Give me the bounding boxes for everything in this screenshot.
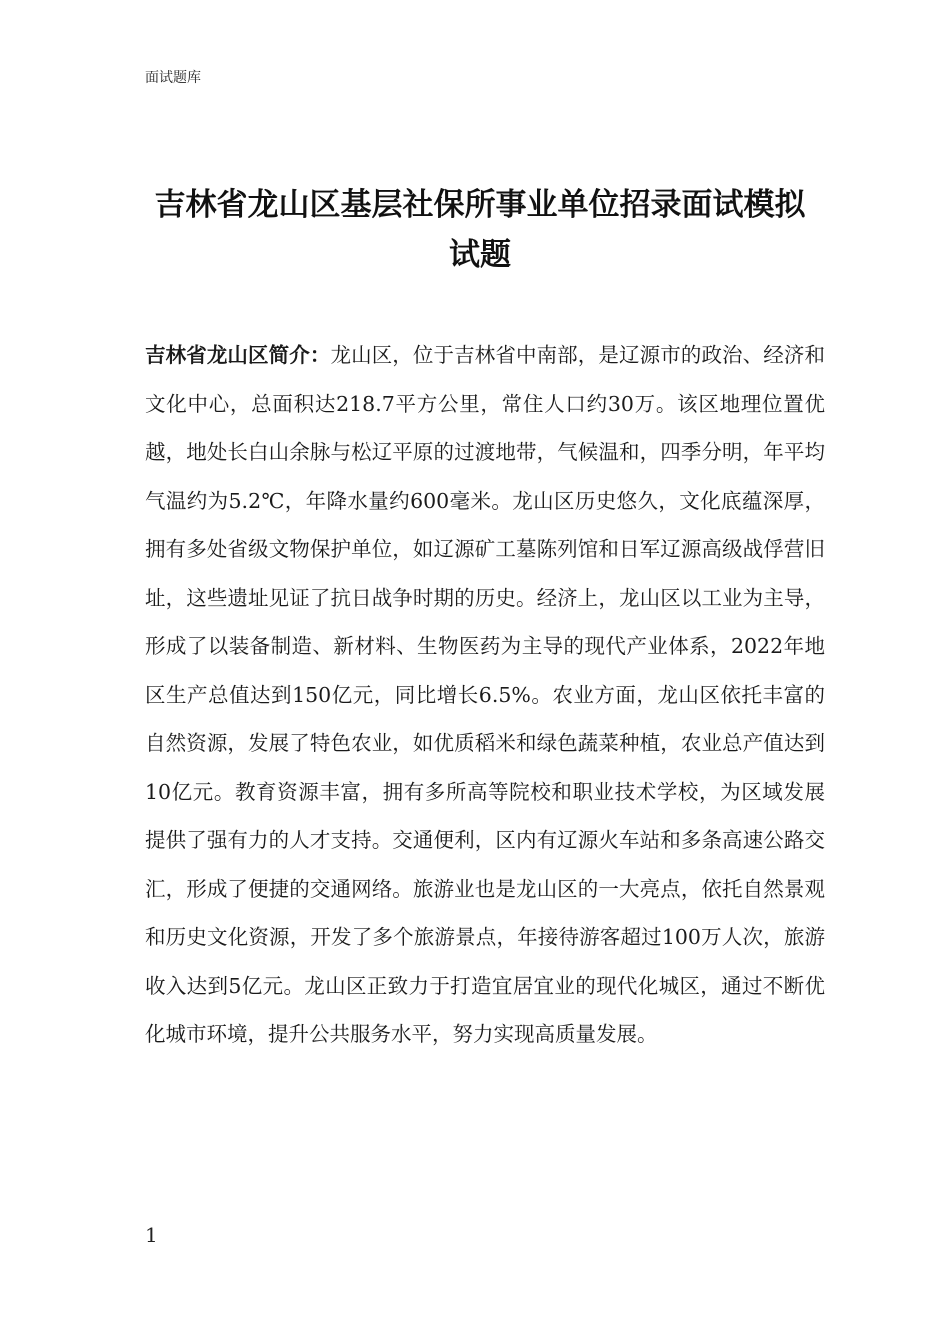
running-header: 面试题库 (145, 70, 201, 86)
document-title: 吉林省龙山区基层社保所事业单位招录面试模拟试题 (154, 187, 806, 273)
page-number: 1 (145, 1223, 158, 1247)
intro-label: 吉林省龙山区简介： (145, 343, 331, 367)
intro-paragraph (145, 331, 825, 1059)
intro-text: 龙山区，位于吉林省中南部，是辽源市的政治、经济和文化中心，总面积达218.7平方公里，常住人口约30万。该区地理位置优越，地处长白山余脉与松辽平原的过渡地带，气候温和，四季分明，年平均气温约为5.2℃，年降水量约600毫米。龙山区历史悠久，文化底蕴深厚，拥有多处省级文物保护单位，如辽源矿工墓陈列馆和日军辽源高级战俘营旧址，这些遗址见证了抗日战争时期的历史。经济上，龙山区以工业为主导，形成了以装备制造、新材料、生物医药为主导的现代产业体系，2022年地区生产总值达到150亿元，同比增长6.5%。农业方面，龙山区依托丰富的自然资源，发展了特色农业，如优质稻米和绿色蔬菜种植，农业总产值达到10亿元。教育资源丰富，拥有多所高等院校和职业技术学校，为区域发展提供了强有力的人才支持。交通便利，区内有辽源火车站和多条高速公路交汇，形成了便捷的交通网络。旅游业也是龙山区的一大亮点，依托自然景观和历史文化资源，开发了多个旅游景点，年接待游客超过100万人次，旅游收入达到5亿元。龙山区正致力于打造宜居宜业的现代化城区，通过不断优化城市环境，提升公共服务水平，努力实现高质量发展。 (145, 343, 825, 1046)
